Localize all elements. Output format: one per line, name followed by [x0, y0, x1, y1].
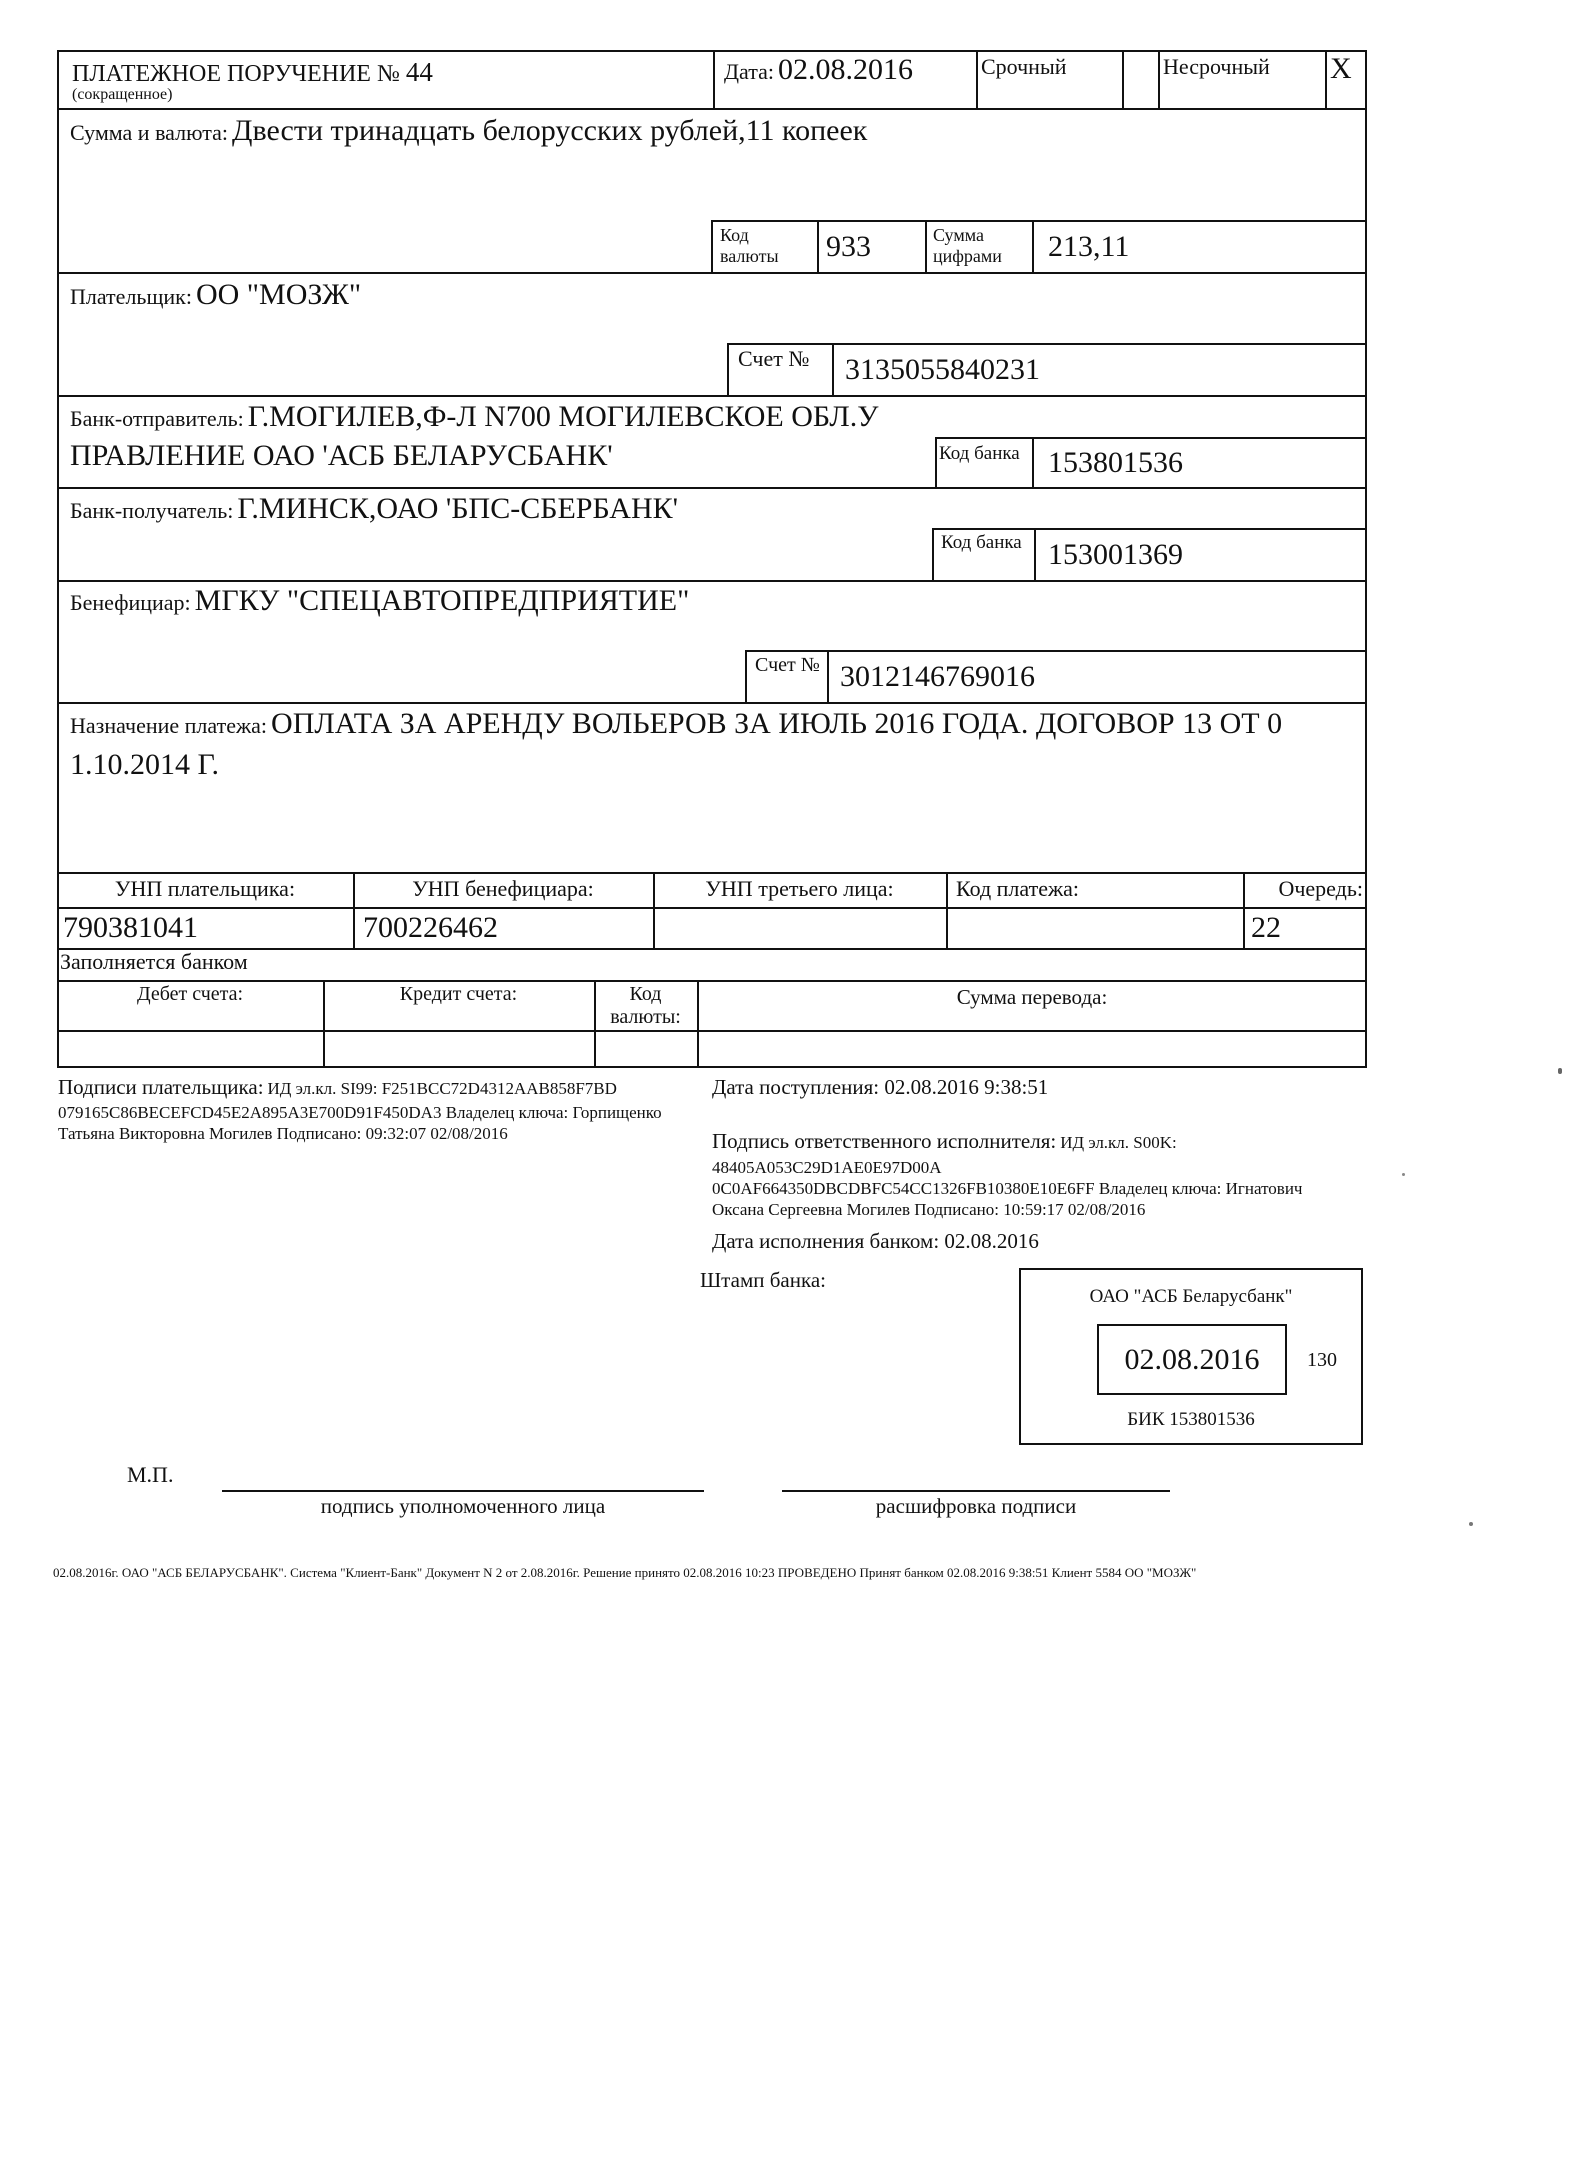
payer-signature-line-3: Татьяна Викторовна Могилев Подписано: 09:32:07 02/08/2016	[58, 1124, 508, 1143]
amount-words	[70, 114, 867, 148]
received-value: 02.08.2016 9:38:51	[884, 1075, 1049, 1099]
execution-date	[712, 1229, 1039, 1254]
unp-payer-label: УНП плательщика:	[114, 876, 296, 901]
date-label: Дата:	[724, 59, 774, 84]
sender-bank-name-1: Г.МОГИЛЕВ,Ф-Л N700 МОГИЛЕВСКОЕ ОБЛ.У	[247, 400, 879, 433]
queue-value: 22	[1251, 911, 1281, 944]
stamp-bank-name: ОАО "АСБ Беларусбанк"	[1089, 1286, 1293, 1307]
execution-value: 02.08.2016	[944, 1229, 1039, 1253]
received-date	[712, 1075, 1048, 1100]
stamp-bik: БИК 153801536	[1127, 1409, 1255, 1430]
received-label: Дата поступления:	[712, 1075, 880, 1099]
beneficiary-account: 3012146769016	[840, 660, 1035, 693]
payer-account: 3135055840231	[845, 353, 1040, 386]
stamp-number: 130	[1307, 1349, 1337, 1371]
stamp-date: 02.08.2016	[1124, 1343, 1260, 1376]
beneficiary-label: Бенефициар:	[70, 590, 191, 615]
receiver-bank-code-label: Код банка	[941, 532, 1022, 553]
order-date	[724, 53, 913, 87]
purpose-line-2: 1.10.2014 Г.	[70, 748, 219, 781]
sum-digits-label: Сумма цифрами	[933, 225, 1002, 266]
header-bottom-line	[57, 108, 1367, 110]
scan-speck	[1558, 1068, 1562, 1074]
payment-code-label: Код платежа:	[956, 876, 1080, 901]
payer	[70, 278, 361, 312]
bank-section-label: Заполняется банком	[60, 949, 248, 974]
beneficiary	[70, 584, 689, 618]
transfer-sum-label: Сумма перевода:	[956, 985, 1108, 1009]
amount-words-value: Двести тринадцать белорусских рублей,11 копеек	[232, 114, 868, 147]
unp-third-party-label: УНП третьего лица:	[705, 876, 894, 901]
date-value: 02.08.2016	[777, 53, 913, 86]
urgent-label: Срочный	[981, 54, 1067, 79]
sender-bank-code: 153801536	[1048, 446, 1183, 479]
signature-decode-caption: расшифровка подписи	[875, 1494, 1077, 1518]
nonurgent-mark: X	[1330, 52, 1352, 85]
executor-heading: Подпись ответственного исполнителя:	[712, 1129, 1057, 1153]
executor-line-2: 0C0AF664350DBCDBFC54CC1326FB10380E10E6FF Владелец ключа: Игнатович	[712, 1179, 1303, 1198]
sender-bank-label: Банк-отправитель:	[70, 406, 244, 431]
sum-digits: 213,11	[1048, 230, 1130, 263]
payment-purpose	[70, 706, 1282, 783]
queue-label: Очередь:	[1278, 876, 1363, 901]
payer-signatures	[58, 1075, 698, 1144]
bank-currency-label: Код валюты:	[610, 983, 681, 1028]
unp-beneficiary: 700226462	[363, 911, 498, 944]
credit-account-label: Кредит счета:	[399, 983, 518, 1005]
scan-speck	[1402, 1173, 1405, 1176]
payer-signature-line-1: ИД эл.кл. SI99: F251BCC72D4312AAB858F7BD	[267, 1079, 617, 1098]
signature-caption: подпись уполномоченного лица	[320, 1494, 606, 1518]
sender-bank-name-2: ПРАВЛЕНИЕ ОАО 'АСБ БЕЛАРУСБАНК'	[70, 439, 613, 472]
form-subtitle: (сокращенное)	[72, 86, 173, 103]
order-number: 44	[405, 57, 433, 87]
receiver-bank-label: Банк-получатель:	[70, 498, 234, 523]
scan-speck	[1469, 1522, 1473, 1526]
executor-id: ИД эл.кл. S00K:	[1060, 1133, 1177, 1152]
beneficiary-account-label: Счет №	[755, 654, 820, 676]
signature-decode-line	[782, 1490, 1170, 1492]
unp-payer: 790381041	[63, 911, 198, 944]
beneficiary-name: МГКУ "СПЕЦАВТОПРЕДПРИЯТИЕ"	[194, 584, 690, 617]
currency-code-label: Код валюты	[720, 225, 779, 266]
form-title-text: ПЛАТЕЖНОЕ ПОРУЧЕНИЕ №	[72, 61, 400, 87]
payer-label: Плательщик:	[70, 284, 192, 309]
form-title	[72, 57, 433, 88]
system-status-line: 02.08.2016г. ОАО "АСБ БЕЛАРУСБАНК". Система "Клиент-Банк" Документ N 2 от 2.08.2016г. Решение принято 02.08.2016 10:23 ПРОВЕДЕНО Принят банком 02.08.2016 9:38:51 Клиент 5584 ОО "МОЗЖ"	[53, 1565, 1197, 1580]
payer-name: ОО "МОЗЖ"	[195, 278, 362, 311]
amount-label: Сумма и валюта:	[70, 120, 229, 145]
unp-beneficiary-label: УНП бенефициара:	[412, 876, 594, 901]
executor-signature	[712, 1128, 1352, 1220]
sender-bank-code-label: Код банка	[939, 443, 1020, 464]
payer-account-label: Счет №	[738, 346, 810, 371]
payer-signatures-heading: Подписи плательщика:	[58, 1075, 264, 1099]
receiver-bank-code: 153001369	[1048, 538, 1183, 571]
executor-line-1: 48405A053C29D1AE0E97D00A	[712, 1158, 942, 1177]
debit-account-label: Дебет счета:	[136, 983, 244, 1005]
purpose-line-1: ОПЛАТА ЗА АРЕНДУ ВОЛЬЕРОВ ЗА ИЮЛЬ 2016 ГОДА. ДОГОВОР 13 ОТ 0	[271, 707, 1283, 740]
stamp-label: Штамп банка:	[700, 1268, 826, 1292]
receiver-bank-name: Г.МИНСК,ОАО 'БПС-СБЕРБАНК'	[237, 492, 679, 525]
receiver-bank	[70, 492, 678, 526]
signature-line	[222, 1490, 704, 1492]
sender-bank	[70, 400, 878, 473]
nonurgent-label: Несрочный	[1163, 54, 1270, 79]
stamp-date-box	[1097, 1324, 1287, 1395]
execution-label: Дата исполнения банком:	[712, 1229, 940, 1253]
bank-stamp	[1019, 1268, 1363, 1445]
payer-signature-line-2: 079165C86BECEFCD45E2A895A3E700D91F450DA3 Владелец ключа: Горпищенко	[58, 1103, 662, 1122]
purpose-label: Назначение платежа:	[70, 713, 268, 738]
executor-line-3: Оксана Сергеевна Могилев Подписано: 10:59:17 02/08/2016	[712, 1200, 1146, 1219]
currency-code: 933	[826, 230, 871, 263]
seal-placeholder: М.П.	[127, 1462, 174, 1487]
